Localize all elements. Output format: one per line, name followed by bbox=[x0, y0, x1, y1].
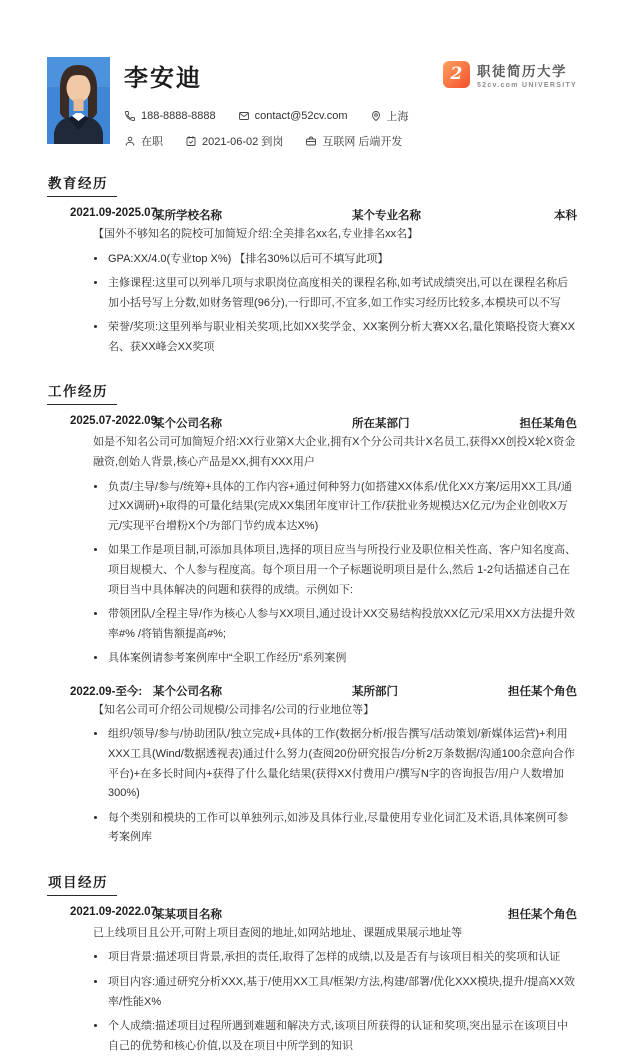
education-bullet-list bbox=[47, 250, 577, 358]
bullet-item: • 组织/领导/参与/协助团队/独立完成+具体的工作(数据分析/报告撰写/活动策划/新媒体运营)+利用XXX工具(Wind/数据透视表)通过什么努力(查阅20份研究报告/分析2万条数据/沟通100余意向合作平台)+在多长时间内+获得了什么量化结果(获得XX付费用户/撰写N字的咨询报告/用户人数增加300%) bbox=[107, 725, 577, 803]
industry-item bbox=[305, 133, 402, 149]
work-bullet-list bbox=[47, 478, 577, 669]
location-item bbox=[370, 108, 409, 124]
bullet-item: • 带领团队/全程主导/作为核心人参与XX项目,通过设计XX交易结构投放XX亿元/采用XX方法提升效率#% /将销售额提高#%; bbox=[107, 605, 577, 644]
work-bullet-list bbox=[47, 725, 577, 847]
education-section-title: 教育经历 bbox=[47, 172, 117, 197]
logo-glyph: 2 bbox=[450, 63, 463, 84]
logo-subtitle: 52cv.com UNIVERSITY bbox=[476, 82, 577, 89]
bullet-item: • 具体案例请参考案例库中“全职工作经历”系列案例 bbox=[107, 649, 577, 669]
logo-title: 职徒简历大学 bbox=[476, 64, 567, 79]
section-project bbox=[47, 871, 577, 1056]
section-work bbox=[47, 380, 577, 847]
employment-item bbox=[124, 133, 163, 149]
work-entry-intro: 【知名公司可介绍公司规模/公司排名/公司的行业地位等】 bbox=[93, 703, 375, 716]
map-pin-icon bbox=[370, 110, 382, 122]
entry-date: 2021.09-2022.07: bbox=[70, 905, 161, 918]
onboard-item bbox=[185, 133, 283, 149]
profile-photo bbox=[47, 57, 110, 144]
bullet-item: • 主修课程:这里可以列举几项与求职岗位高度相关的课程名称,如考试成绩突出,可以在课程名称后加小括号写上分数,如财务管理(96分),一行即可,不宜多,如工作实习经历比较多,本模块可以不写 bbox=[107, 274, 577, 313]
company-name: 某个公司名称 bbox=[153, 685, 222, 698]
location-text: 上海 bbox=[386, 111, 409, 123]
contact-row bbox=[124, 108, 577, 124]
work-entry-header bbox=[70, 415, 577, 430]
bullet-item: • 荣誉/奖项:这里列举与职业相关奖项,比如XX奖学金、XX案例分析大赛XX名,量化策略投资大赛XX名、获XX峰会XX奖项 bbox=[107, 318, 577, 357]
degree-label: 本科 bbox=[554, 210, 577, 222]
bullet-item: • 个人成绩:描述项目过程所遇到难题和解决方式,该项目所获得的认证和奖项,突出显示在该项目中自己的优势和核心价值,以及在项目中所学到的知识 bbox=[107, 1017, 577, 1056]
logo-2-badge-icon bbox=[443, 61, 470, 88]
industry-text: 互联网 后端开发 bbox=[322, 136, 403, 148]
role-label: 担任某角色 bbox=[519, 418, 577, 431]
bullet-item: • 项目背景:描述项目背景,承担的责任,取得了怎样的成绩,以及是否有与该项目相关的奖项和认证 bbox=[107, 948, 577, 968]
briefcase-icon bbox=[305, 135, 317, 147]
education-entry-header bbox=[70, 207, 577, 222]
department-name: 某所部门 bbox=[352, 685, 398, 698]
id-photo-graphic bbox=[47, 57, 110, 144]
status-row bbox=[124, 133, 577, 149]
role-label: 担任某个角色 bbox=[508, 685, 577, 698]
person-icon bbox=[124, 135, 136, 147]
bullet-item: • 负责/主导/参与/统筹+具体的工作内容+通过何种努力(如搭建XX体系/优化XX方案/运用XX工具/通过XX调研)+取得的可量化结果(完成XX集团年度审计工作/获批业务规模达X亿元/为企业创收X万元/实现平台增粉X个/为部门节约成本达X%) bbox=[107, 478, 577, 537]
project-entry-header bbox=[70, 906, 577, 921]
candidate-name: 李安迪 bbox=[124, 65, 202, 92]
project-bullet-list bbox=[47, 948, 577, 1056]
bullet-item: • GPA:XX/4.0(专业top X%) 【排名30%以后可不填写此项】 bbox=[107, 250, 577, 270]
education-entry-intro: 【国外不够知名的院校可加简短介绍:全美排名xx名,专业排名xx名】 bbox=[93, 228, 419, 240]
phone-number: 188-8888-8888 bbox=[141, 110, 216, 122]
work-entry-header bbox=[70, 683, 577, 698]
major-name: 某个专业名称 bbox=[352, 210, 421, 222]
bullet-item: • 如果工作是项目制,可添加具体项目,选择的项目应当与所投行业及职位相关性高、客户知名度高、项目规模大、个人参与程度高。每个项目用一个子标题说明项目是什么,然后 1-2句话描述自己在项目当中具体解决的问题和获得的成绩。示例如下: bbox=[107, 541, 577, 600]
phone-item bbox=[124, 110, 216, 122]
work-entry-intro: 如是不知名公司可加简短介绍:XX行业第X大企业,拥有X个分公司共计X名员工,获得XX创投X轮X资金融资,创始人背景,核心产品是XX,拥有XXX用户 bbox=[93, 436, 576, 469]
bullet-item: • 每个类别和模块的工作可以单独列示,如涉及具体行业,尽量使用专业化词汇及术语,具体案例可参考案例库 bbox=[107, 809, 577, 848]
brand-logo bbox=[443, 60, 577, 89]
entry-date: 2021.09-2025.07: bbox=[70, 207, 161, 219]
logo-text bbox=[477, 60, 577, 89]
section-education bbox=[47, 172, 577, 357]
bullet-item: • 项目内容:通过研究分析XXX,基于/使用XX工具/框架/方法,构建/部署/优化XXX模块,提升/提高XX效率/性能X% bbox=[107, 973, 577, 1012]
onboard-date: 2021-06-02 到岗 bbox=[202, 136, 284, 148]
email-item bbox=[238, 110, 348, 122]
employment-status: 在职 bbox=[141, 136, 163, 148]
phone-icon bbox=[124, 110, 136, 122]
calendar-check-icon bbox=[185, 135, 197, 147]
envelope-icon bbox=[238, 110, 250, 122]
school-name: 某所学校名称 bbox=[153, 210, 222, 222]
project-name: 某某项目名称 bbox=[153, 908, 222, 921]
entry-date: 2025.07-2022.09: bbox=[70, 415, 161, 428]
resume-header bbox=[47, 57, 577, 149]
company-name: 某个公司名称 bbox=[153, 418, 222, 431]
project-entry-intro: 已上线项目且公开,可附上项目查阅的地址,如网站地址、课题成果展示地址等 bbox=[93, 926, 463, 939]
work-section-title: 工作经历 bbox=[47, 380, 117, 405]
department-name: 所在某部门 bbox=[352, 418, 410, 431]
email-address: contact@52cv.com bbox=[254, 110, 348, 122]
entry-date: 2022.09-至今: bbox=[70, 685, 143, 698]
role-label: 担任某个角色 bbox=[508, 908, 577, 921]
project-section-title: 项目经历 bbox=[47, 871, 117, 896]
